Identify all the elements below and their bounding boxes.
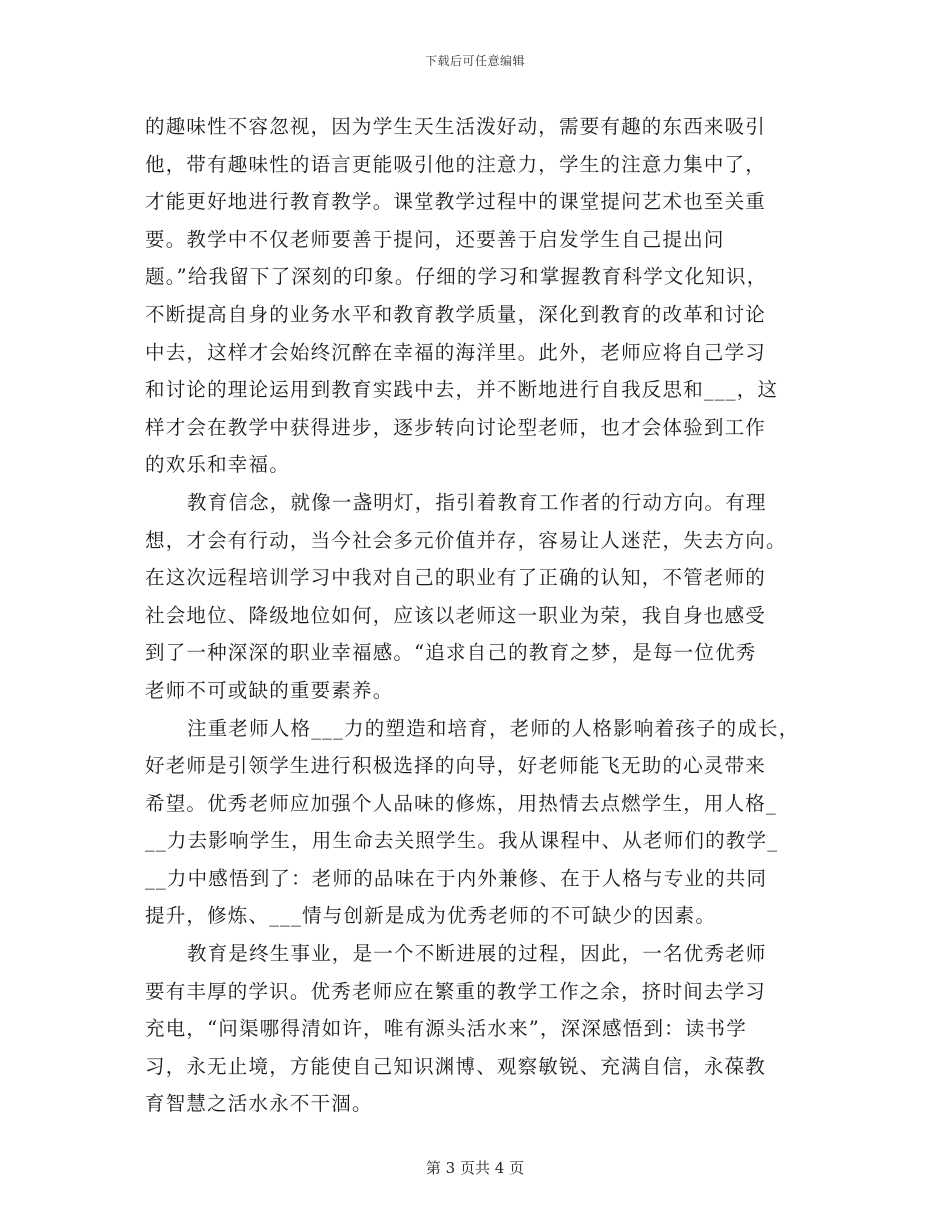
text-line: 习，永无止境，方能使自己知识渊博、观察敏锐、充满自信，永葆教 [145, 1054, 767, 1078]
text-line: 社会地位、降级地位如何，应该以老师这一职业为荣，我自身也感受 [145, 603, 767, 627]
text-line: __力中感悟到了：老师的品味在于内外兼修、在于人格与专业的共同 [145, 866, 768, 890]
text-line: 要有丰厚的学识。优秀老师应在繁重的教学工作之余，挤时间去学习 [145, 979, 767, 1003]
text-line: 不断提高自身的业务水平和教育教学质量，深化到教育的改革和讨论 [145, 302, 767, 326]
text-line: 想，才会有行动，当今社会多元价值并存，容易让人迷茫，失去方向。 [145, 528, 787, 552]
text-line: __力去影响学生，用生命去关照学生。我从课程中、从老师们的教学_ [145, 829, 779, 853]
text-line: 好老师是引领学生进行积极选择的向导，好老师能飞无助的心灵带来 [145, 754, 767, 778]
text-line: 才能更好地进行教育教学。课堂教学过程中的课堂提问艺术也至关重 [145, 190, 767, 214]
text-line: 题。”给我留下了深刻的印象。仔细的学习和掌握教育科学文化知识， [145, 265, 768, 289]
text-line: 提升，修炼、___情与创新是成为优秀老师的不可缺少的因素。 [145, 904, 717, 928]
text-line: 要。教学中不仅老师要善于提问，还要善于启发学生自己提出问 [145, 227, 725, 251]
text-line: 充电，“问渠哪得清如许，唯有源头活水来”，深深感悟到：读书学 [145, 1017, 747, 1041]
page-header: 下载后可任意编辑 [424, 54, 525, 68]
text-line: 注重老师人格___力的塑造和培育，老师的人格影响着孩子的成长， [187, 716, 800, 740]
text-line: 样才会在教学中获得进步，逐步转向讨论型老师，也才会体验到工作 [145, 415, 767, 439]
page-number-footer: 第 3 页共 4 页 [425, 1159, 525, 1177]
text-line: 老师不可或缺的重要素养。 [145, 678, 394, 702]
text-line: 希望。优秀老师应加强个人品味的修炼，用热情去点燃学生，用人格_ [145, 791, 777, 815]
text-line: 教育是终生事业，是一个不断进展的过程，因此，一名优秀老师 [187, 942, 767, 966]
text-line: 他，带有趣味性的语言更能吸引他的注意力，学生的注意力集中了， [145, 152, 767, 176]
text-line: 在这次远程培训学习中我对自己的职业有了正确的认知，不管老师的 [145, 566, 767, 590]
text-line: 和讨论的理论运用到教育实践中去，并不断地进行自我反思和___，这 [145, 378, 779, 402]
text-line: 育智慧之活水永不干涸。 [145, 1092, 373, 1116]
text-line: 的趣味性不容忽视，因为学生天生活泼好动，需要有趣的东西来吸引 [145, 115, 767, 138]
text-line: 的欢乐和幸福。 [145, 453, 290, 477]
text-line: 中去，这样才会始终沉醉在幸福的海洋里。此外，老师应将自己学习 [145, 340, 767, 364]
text-line: 教育信念，就像一盏明灯，指引着教育工作者的行动方向。有理 [187, 490, 767, 514]
text-line: 到了一种深深的职业幸福感。“追求自己的教育之梦，是每一位优秀 [145, 641, 757, 665]
document-body [145, 108, 805, 1123]
